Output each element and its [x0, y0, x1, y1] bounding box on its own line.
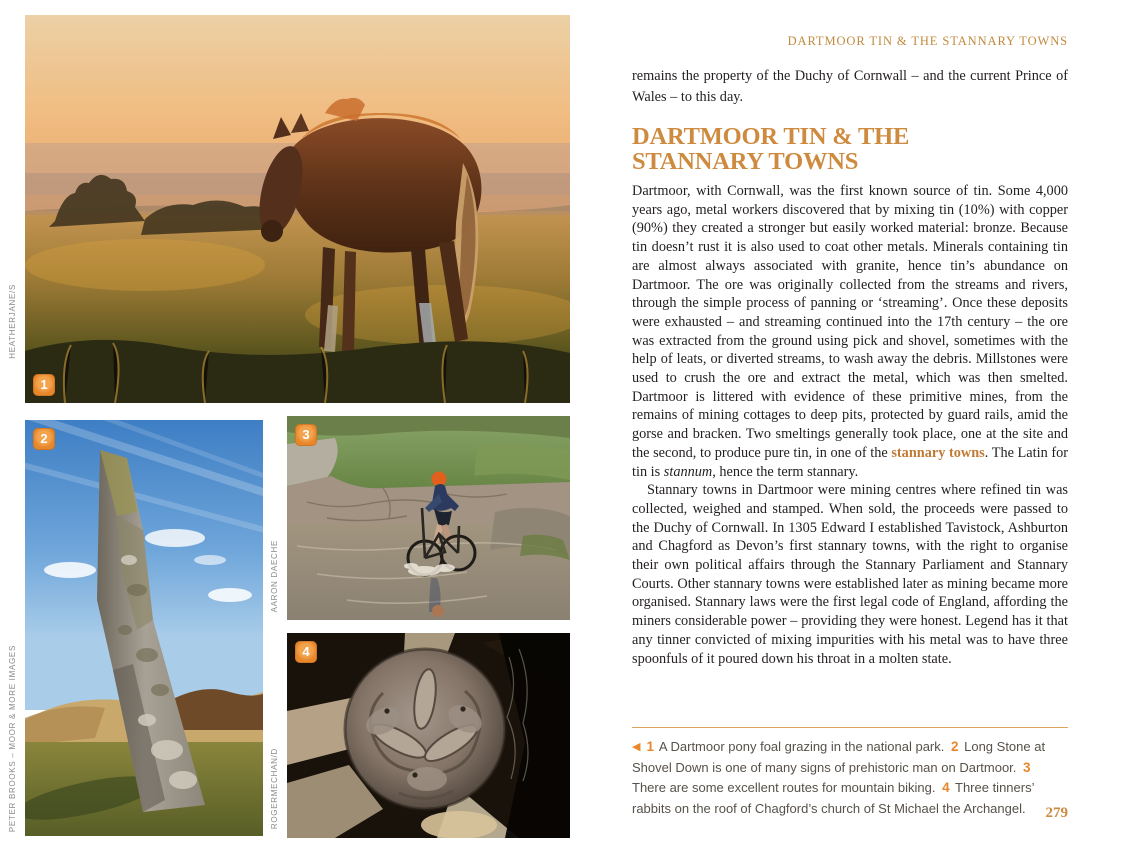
body-text-segment: , hence the term stannary. [712, 463, 859, 480]
photo-badge-2: 2 [33, 428, 55, 450]
pony-foal-image [25, 15, 570, 403]
page-number: 279 [1045, 805, 1068, 821]
photo-badge-4: 4 [295, 641, 317, 663]
running-header: DARTMOOR TIN & THE STANNARY TOWNS [787, 34, 1068, 48]
page-title-line1: DARTMOOR TIN & THE [632, 123, 910, 150]
caption-item-text: Long Stone at Shovel Down is one of many signs of prehistoric man on Dartmoor. [632, 739, 1046, 775]
body-text-segment: . The Latin for tin is [632, 444, 1069, 480]
caption-number: 4 [942, 780, 950, 795]
long-stone-image [25, 420, 263, 836]
page-title [632, 124, 1068, 174]
photo-credit-1: HEATHERJANE/S [8, 284, 17, 359]
photo-pony-foal [25, 15, 570, 403]
tinners-rabbits-image [287, 633, 570, 838]
intro-paragraph: remains the property of the Duchy of Cornwall – and the current Prince of Wales – to this day. [632, 68, 1068, 105]
photo-badge-3: 3 [295, 424, 317, 446]
mountain-biker-image [287, 416, 570, 620]
page-title-line2: STANNARY TOWNS [632, 148, 859, 175]
caption-number: 3 [1023, 759, 1031, 775]
body-text-segment: Stannary towns in Dartmoor were mining centres where refined tin was collected, weighed and stamped. When sold, the proceeds were passed to the Duchy of Cornwall. In 1305 Edward I established Tavistock, Ashburton and Chagford as Devon’s first stannary towns, with the right to organise their own political affairs through the Stannary Parliament and Stannary Courts. Other stannary towns were established later as mining became more organised. Stannary laws were the first legal code of England, affording the miners considerable power – providing they were honest. Legend has it that any tinner convicted of mixing impurities with his metal was to have three spoonfuls of it poured down his throat in a molten state. [632, 482, 1068, 667]
photo-credit-3: AARON DAECHE [270, 540, 279, 613]
caption-item-text: A Dartmoor pony foal grazing in the national park. [656, 739, 948, 754]
caption-number: 2 [950, 739, 959, 754]
body-text-segment: stannary towns [891, 444, 985, 461]
photo-mountain-biker [287, 416, 570, 620]
article-body [632, 182, 1068, 668]
caption-item-text: Three tinners’ rabbits on the roof of Chagford’s church of St Michael the Archangel. [632, 780, 1034, 816]
photo-credit-4: ROGERMECHAN/D [270, 748, 279, 830]
body-paragraph [632, 481, 1068, 668]
body-paragraph [632, 182, 1068, 481]
caption-arrow-icon: ◀ [632, 741, 644, 753]
photo-long-stone [25, 420, 263, 836]
body-text-segment: stannum [663, 463, 713, 480]
body-text-segment: Dartmoor, with Cornwall, was the first known source of tin. Some 4,000 years ago, metal workers discovered that by mixing tin (10%) with copper (90%) they created a stronger but easily worked material: bronze. Because tin doesn’t rust it is also used to coat other metals. Minerals containing tin are almost always associated with granite, hence tin’s abundance on Dartmoor. The ore was originally collected from the streams and rivers, through the simple process of panning or ‘streaming’. Once these deposits were exhausted – and streaming continued into the 17th century – the ore was extracted from the ground using pick and shovel, sometimes with the help of leats, or diverted streams, to wash away the debris. Millstones were used to crush the ore and extract the metal, which was then smelted. Dartmoor is littered with evidence of these primitive mines, from the remains of mining cottages to deep pits, protected by guard rails, amid the gorse and bracken. Two smeltings generally took place, one at the site and the second, to produce pure tin, in one of the [632, 183, 1068, 461]
caption-number: 1 [646, 739, 655, 754]
photo-tinners-rabbits [287, 633, 570, 838]
photo-credit-2: PETER BROOKS – MOOR & MORE IMAGES [8, 645, 17, 833]
caption-item-text: There are some excellent routes for mountain biking. [632, 780, 940, 795]
photo-badge-1: 1 [33, 374, 55, 396]
